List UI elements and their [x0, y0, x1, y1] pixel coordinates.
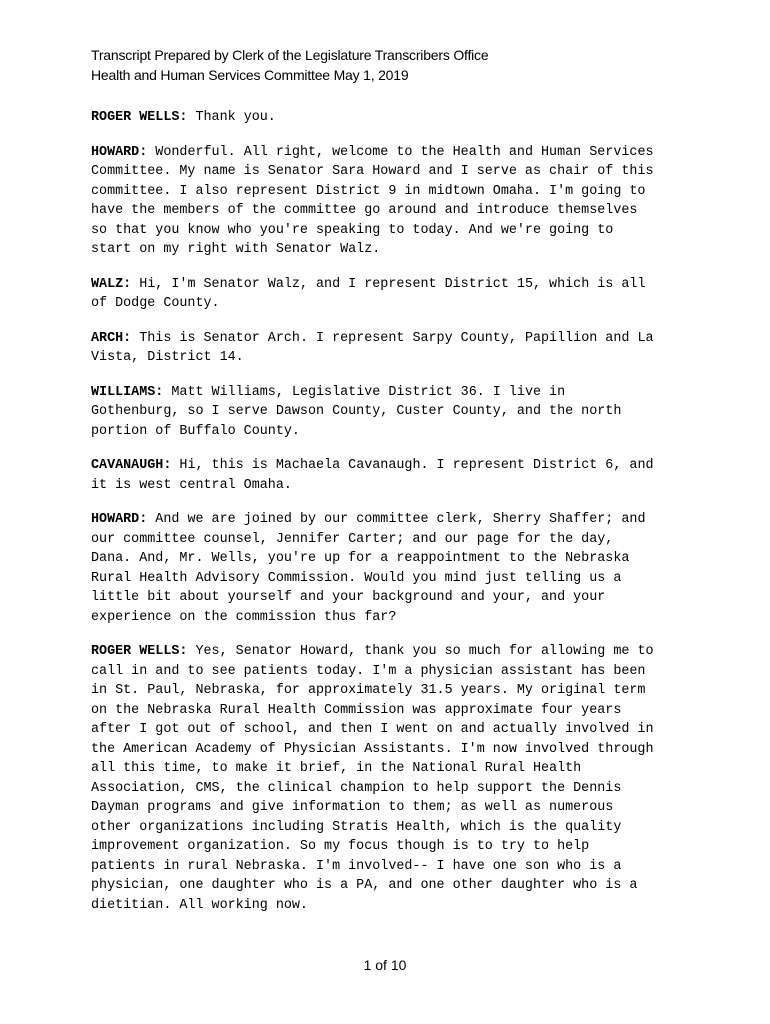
transcript-body — [91, 108, 691, 930]
speaker-name: WALZ: — [91, 276, 132, 292]
speech-line: Dana. And, Mr. Wells, you're up for a reappointment to the Nebraska — [91, 551, 630, 566]
speech-line: all this time, to make it brief, in the National Rural Health — [91, 761, 582, 776]
speech-line: our committee counsel, Jennifer Carter; and our page for the day, — [91, 531, 614, 547]
speech-line: Thank you. — [195, 110, 276, 125]
transcript-paragraph — [91, 275, 691, 314]
speech-line: Yes, Senator Howard, thank you so much for allowing me to — [195, 644, 654, 659]
speech-line: the American Academy of Physician Assistants. I'm now involved through — [91, 741, 654, 757]
header-subtitle: Health and Human Services Committee May 1, 2019 — [91, 67, 409, 83]
speech-line: call in and to see patients today. I'm a physician assistant has been — [91, 663, 646, 679]
transcript-paragraph — [91, 510, 691, 627]
speech-line: other organizations including Stratis Health, which is the quality — [91, 819, 622, 835]
speech-line: so that you know who you're speaking to today. And we're going to — [91, 222, 614, 238]
speech-line: of Dodge County. — [91, 296, 220, 311]
speaker-name: CAVANAUGH: — [91, 458, 172, 473]
speech-line: have the members of the committee go around and introduce themselves — [91, 203, 638, 218]
speech-line: Association, CMS, the clinical champion to help support the Dennis — [91, 780, 622, 796]
transcript-paragraph — [91, 383, 691, 442]
speaker-name: ROGER WELLS: — [91, 644, 188, 659]
speech-line: portion of Buffalo County. — [91, 423, 300, 439]
speech-line: Dayman programs and give information to them; as well as numerous — [91, 800, 614, 815]
speaker-name: ROGER WELLS: — [91, 110, 188, 125]
transcript-paragraph — [91, 456, 691, 495]
speech-line: physician, one daughter who is a PA, and one other daughter who is a — [91, 878, 638, 893]
speech-line: Rural Health Advisory Commission. Would you mind just telling us a — [91, 570, 622, 586]
speech-line: Vista, District 14. — [91, 350, 244, 365]
speech-line: Gothenburg, so I serve Dawson County, Custer County, and the north — [91, 404, 622, 419]
speech-line: This is Senator Arch. I represent Sarpy County, Papillion and La — [139, 330, 654, 346]
transcript-paragraph — [91, 108, 691, 128]
speech-line: on the Nebraska Rural Health Commission was approximate four years — [91, 702, 622, 718]
speech-line: after I got out of school, and then I went on and actually involved in — [91, 722, 654, 737]
speech-line: improvement organization. So my focus though is to try to help — [91, 839, 590, 854]
speech-line: little bit about yourself and your background and your, and your — [91, 590, 606, 605]
speech-line: in St. Paul, Nebraska, for approximately 31.5 years. My original term — [91, 683, 646, 698]
speaker-name: HOWARD: — [91, 144, 148, 160]
speech-line: committee. I also represent District 9 in midtown Omaha. I'm going to — [91, 183, 646, 199]
speech-line: And we are joined by our committee clerk, Sherry Shaffer; and — [155, 512, 646, 527]
speech-line: experience on the commission thus far? — [91, 609, 397, 625]
page-number: 1 of 10 — [363, 957, 407, 973]
speech-line: Hi, I'm Senator Walz, and I represent District 15, which is all — [139, 276, 646, 292]
speaker-name: HOWARD: — [91, 512, 148, 527]
speech-line: Committee. My name is Senator Sara Howard and I serve as chair of this — [91, 164, 654, 179]
transcript-paragraph — [91, 642, 691, 915]
header-title: Transcript Prepared by Clerk of the Legislature Transcribers Office — [91, 47, 489, 63]
speech-line: it is west central Omaha. — [91, 477, 292, 493]
transcript-paragraph — [91, 143, 691, 260]
speech-line: dietitian. All working now. — [91, 897, 308, 913]
transcript-paragraph — [91, 329, 691, 368]
page-header — [91, 45, 488, 85]
speech-line: Matt Williams, Legislative District 36. I live in — [171, 384, 566, 400]
speech-line: Hi, this is Machaela Cavanaugh. I represent District 6, and — [179, 458, 654, 473]
speech-line: patients in rural Nebraska. I'm involved-- I have one son who is a — [91, 858, 622, 874]
speech-line: Wonderful. All right, welcome to the Health and Human Services — [155, 144, 654, 160]
speaker-name: WILLIAMS: — [91, 384, 164, 400]
speaker-name: ARCH: — [91, 330, 132, 346]
speech-line: start on my right with Senator Walz. — [91, 242, 381, 257]
